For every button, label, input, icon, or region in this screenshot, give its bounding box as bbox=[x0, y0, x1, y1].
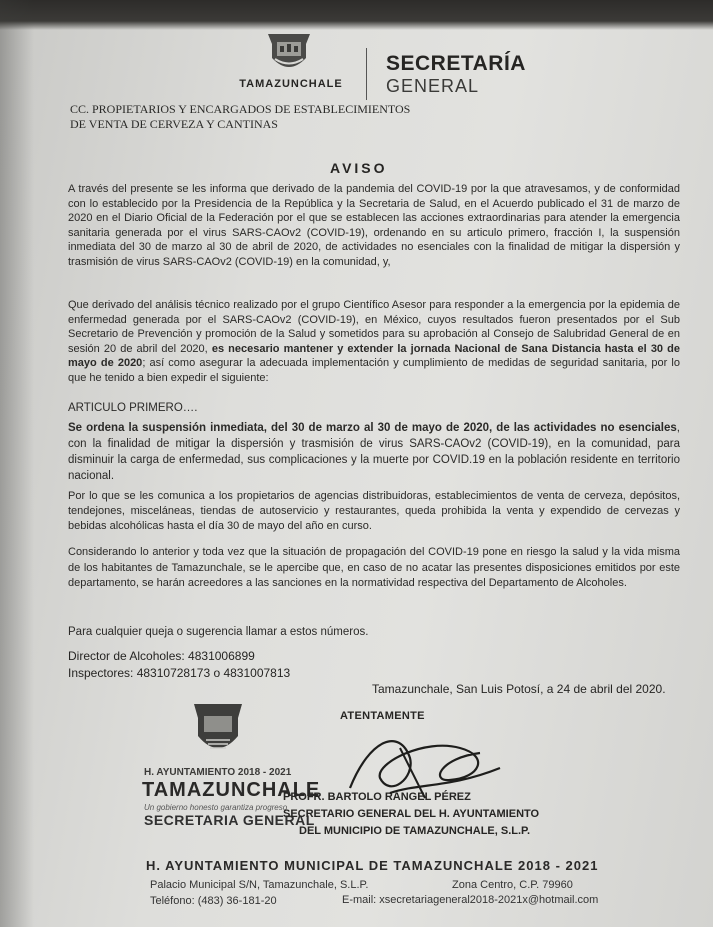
director-phone: Director de Alcoholes: 4831006899 bbox=[68, 649, 255, 663]
addressee-line-2: DE VENTA DE CERVEZA Y CANTINAS bbox=[70, 117, 278, 131]
document-title: AVISO bbox=[330, 160, 388, 176]
paragraph-4-bold: Se ordena la suspensión inmediata, del 30 de marzo al 30 de mayo de 2020, de las actividades no esenciales bbox=[68, 422, 677, 434]
header-municipality: TAMAZUNCHALE bbox=[239, 78, 343, 90]
left-shadow bbox=[0, 0, 34, 927]
paragraph-2-c: ; así como asegurar la adecuada implementación y cumplimiento de medidas de seguridad sanitaria, por lo que he tenido a bien expedir el siguiente: bbox=[68, 357, 680, 384]
municipal-crest-icon bbox=[262, 28, 316, 76]
paragraph-1: A través del presente se les informa que derivado de la pandemia del COVID-19 por la que atravesamos, y de conformidad con lo establecido por la Presidencia de la República y la Secretaria de Salud, en el Acuerdo publicado el 31 de marzo de 2020 en el Diario Oficial de la Federación por el que se establecen las acciones extraordinarias para atender la emergencia sanitaria generada por el virus SARS-CAOv2 (COVID-19), ordenando en su articulo primero, fracción I, la suspensión inmediata del 30 de marzo al 30 de abril de 2020, de actividades no esenciales con la finalidad de mitigar la dispersión y trasmisión de virus SARS-CAOv2 (COVID-19) en la comunidad, y, bbox=[68, 183, 680, 268]
addressee-line-1: CC. PROPIETARIOS Y ENCARGADOS DE ESTABLECIMIENTOS bbox=[70, 102, 411, 116]
header-divider bbox=[366, 48, 367, 100]
stamp-ayuntamiento: H. AYUNTAMIENTO 2018 - 2021 bbox=[144, 767, 292, 778]
signer-name: PROFR. BARTOLO RANGEL PÉREZ bbox=[283, 791, 471, 803]
handwritten-signature-icon bbox=[330, 718, 520, 808]
stamp-department: SECRETARIA GENERAL bbox=[144, 812, 315, 828]
place-date: Tamazunchale, San Luis Potosí, a 24 de abril del 2020. bbox=[372, 682, 666, 696]
header-general: GENERAL bbox=[386, 76, 480, 96]
footer-zone: Zona Centro, C.P. 79960 bbox=[452, 879, 573, 891]
signer-role-1: SECRETARIO GENERAL DEL H. AYUNTAMIENTO bbox=[283, 808, 540, 820]
footer-phone: Teléfono: (483) 36-181-20 bbox=[150, 895, 277, 907]
footer-email: E-mail: xsecretariageneral2018-2021x@hotmail.com bbox=[342, 894, 599, 906]
paragraph-2-bold: es necesario mantener y extender la jornada Nacional de Sana Distancia hasta el 30 de mayo de 2020 bbox=[68, 342, 680, 369]
paragraph-5: Por lo que se les comunica a los propietarios de agencias distribuidoras, establecimientos de venta de cerveza, depósitos, tendejones, misceláneas, tiendas de autoservicio y restaurantes, queda prohibida la venta y expendido de cervezas y bebidas alcohólicas hasta el día 30 de mayo del año en curso. bbox=[68, 490, 680, 532]
top-shadow bbox=[0, 0, 713, 30]
footer-address: Palacio Municipal S/N, Tamazunchale, S.L.P. bbox=[150, 879, 369, 891]
paragraph-4-rest: , con la finalidad de mitigar la dispersión y trasmisión de virus SARS-CAOv2 (COVID-19), en la comunidad, para disminuir la carga de enfermedad, sus complicaciones y la muerte por COVID.19 en la población residente en territorio nacional. bbox=[68, 422, 680, 482]
stamp-slogan: Un gobierno honesto garantiza progreso bbox=[144, 803, 288, 812]
footer-title: H. AYUNTAMIENTO MUNICIPAL DE TAMAZUNCHALE 2018 - 2021 bbox=[146, 858, 599, 873]
stamp-name: TAMAZUNCHALE bbox=[142, 779, 321, 801]
paragraph-6: Considerando lo anterior y toda vez que la situación de propagación del COVID-19 pone en riesgo la salud y la vida misma de los habitantes de Tamazunchale, se le apercibe que, en caso de no acatar las presentes disposiciones emitidos por este departamento, se harán acreedores a las sanciones en la normatividad respectiva del Departamento de Alcoholes. bbox=[68, 546, 680, 589]
inspectors-phone: Inspectores: 48310728173 o 4831007813 bbox=[68, 666, 291, 680]
paragraph-2 bbox=[68, 298, 680, 385]
signer-role-2: DEL MUNICIPIO DE TAMAZUNCHALE, S.L.P. bbox=[299, 825, 531, 837]
stamp-crest-icon bbox=[186, 700, 250, 760]
paragraph-2-a: Que derivado del análisis técnico realizado por el grupo Científico Asesor para responder a la emergencia por la epidemia de enfermedad generada por el SARS-CAOv2 (COVID-19), en México, cuyos resultados fueron presentados por el Sub Secretario de Prevención y promoción de la Salud y sometidos para su aprobación al Consejo de Salubridad General de en sesión 20 de abril del 2020, bbox=[68, 299, 680, 355]
closing-text: ATENTAMENTE bbox=[340, 710, 425, 722]
addressee-block bbox=[70, 102, 470, 132]
paragraph-4 bbox=[68, 420, 680, 484]
paragraph-7: Para cualquier queja o sugerencia llamar a estos números. bbox=[68, 626, 369, 638]
contact-block bbox=[68, 648, 290, 682]
article-heading: ARTICULO PRIMERO…. bbox=[68, 402, 198, 414]
header-secretaria: SECRETARÍA bbox=[386, 52, 526, 75]
